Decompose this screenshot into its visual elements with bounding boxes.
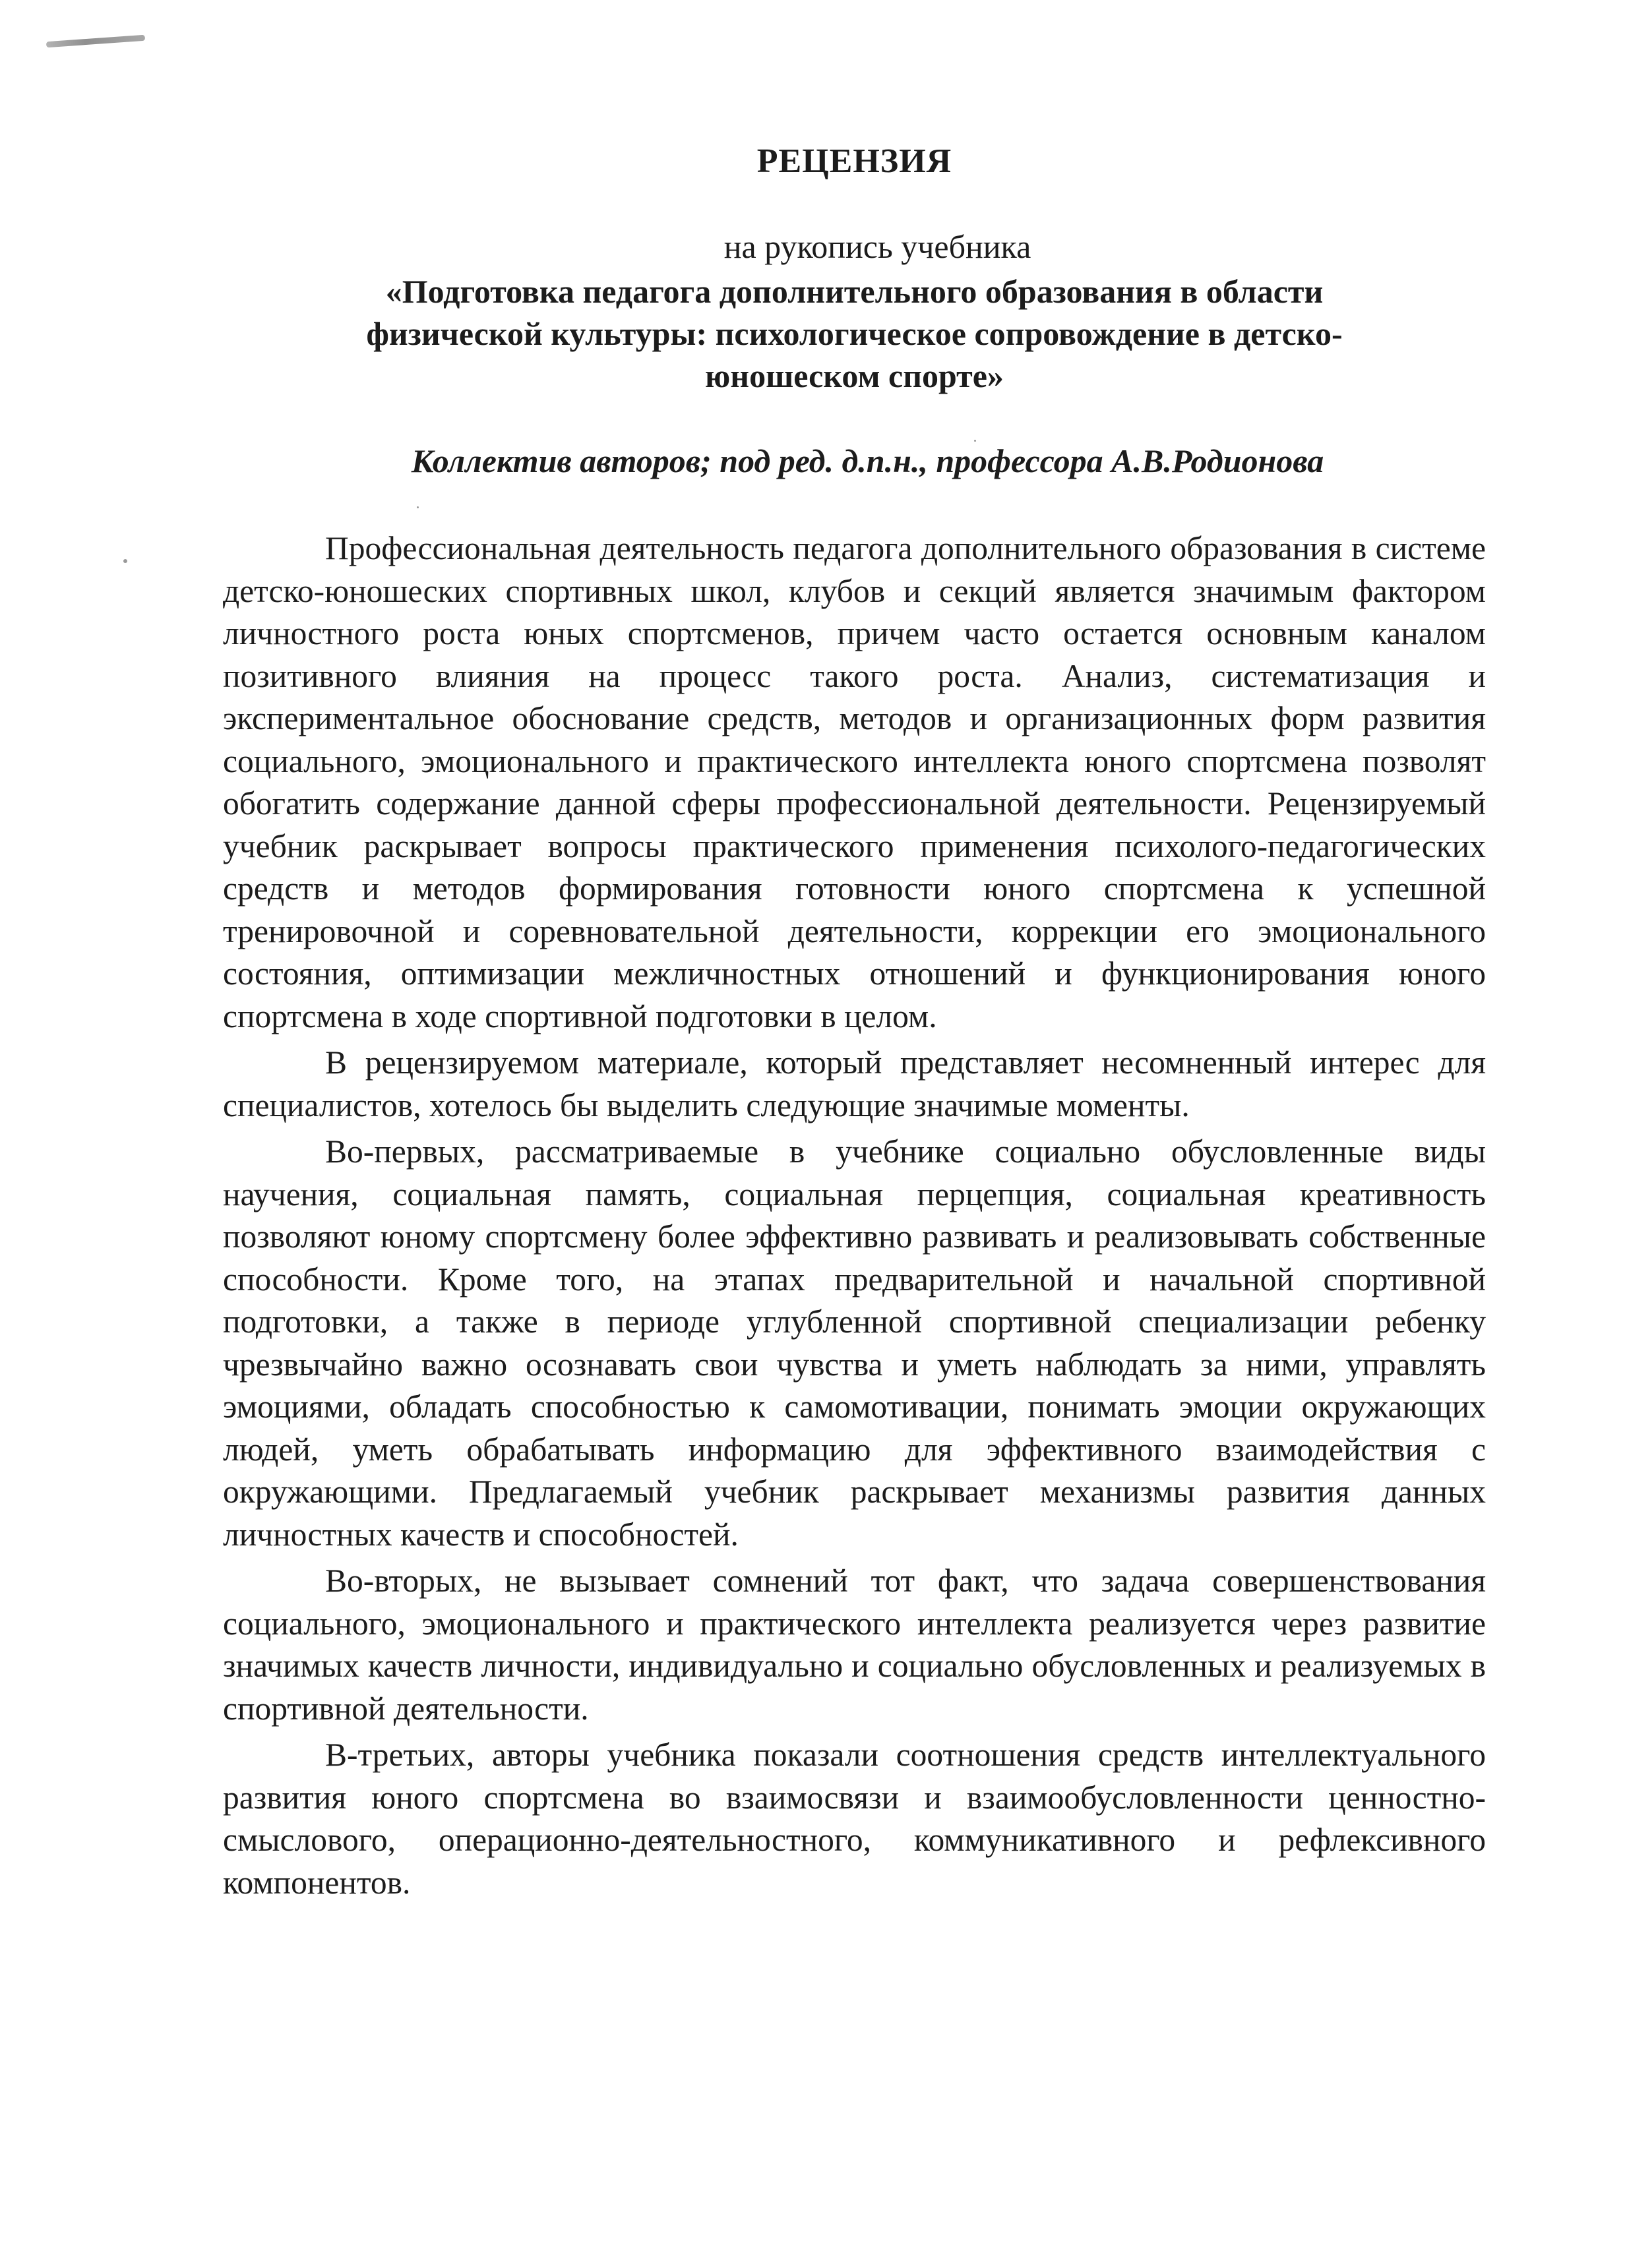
paragraph: Во-первых, рассматриваемые в учебнике социально обусловленные виды научения, социальная память, социальная перцепция, социальная креативность позволяют юному спортсмену более эффективно развивать и реализовывать собственные способности. Кроме того, на этапах предварительной и начальной спортивной подготовки, а также в периоде углубленной спортивной специализации ребенку чрезвычайно важно осознавать свои чувства и уметь наблюдать за ними, управлять эмоциями, обладать способностью к самомотивации, понимать эмоции окружающих людей, уметь обрабатывать информацию для эффективного взаимодействия с окружающими. Предлагаемый учебник раскрывает механизмы развития данных личностных качеств и способностей. xyxy=(223,1133,1486,1553)
paragraph: Профессиональная деятельность педагога дополнительного образования в системе детско-юношеских спортивных школ, клубов и секций является значимым фактором личностного роста юных спортсменов, причем часто остается основным каналом позитивного влияния на процесс такого роста. Анализ, систематизация и экспериментальное обоснование средств, методов и организационных форм развития социального, эмоционального и практического интеллекта юного спортсмена позволят обогатить содержание данной сферы профессиональной деятельности. Рецензируемый учебник раскрывает вопросы практического применения психолого-педагогических средств и методов формирования готовности юного спортсмена к успешной тренировочной и соревновательной деятельности, коррекции его эмоционального состояния, оптимизации межличностных отношений и функционирования юного спортсмена в ходе спортивной подготовки в целом. xyxy=(223,530,1486,1034)
scan-speck xyxy=(123,559,127,563)
authors-editors-line: Коллектив авторов; под ред. д.п.н., профессора А.В.Родионова xyxy=(411,442,1324,479)
book-title-line: «Подготовка педагога дополнительного образования в области xyxy=(385,273,1324,310)
paragraph: В-третьих, авторы учебника показали соотношения средств интеллектуального развития юного спортсмена во взаимосвязи и взаимообусловленности ценностно-смыслового, операционно-деятельностного, коммуникативного и рефлексивного компонентов. xyxy=(223,1737,1486,1901)
subtitle-prefix: на рукопись учебника xyxy=(723,228,1031,265)
review-body xyxy=(223,527,1486,1904)
paragraph: В рецензируемом материале, который представляет несомненный интерес для специалистов, хотелось бы выделить следующие значимые моменты. xyxy=(223,1044,1486,1123)
book-title xyxy=(223,270,1486,397)
document-title: РЕЦЕНЗИЯ xyxy=(756,142,952,180)
book-title-line: физической культуры: психологическое сопровождение в детско- xyxy=(366,315,1343,352)
scan-speck xyxy=(417,506,419,508)
book-title-line: юношеском спорте» xyxy=(705,357,1004,394)
paragraph: Во-вторых, не вызывает сомнений тот факт, что задача совершенствования социального, эмоционального и практического интеллекта реализуется через развитие значимых качеств личности, индивидуально и социально обусловленных и реализуемых в спортивной деятельности. xyxy=(223,1563,1486,1727)
scan-pen-mark xyxy=(46,35,145,47)
